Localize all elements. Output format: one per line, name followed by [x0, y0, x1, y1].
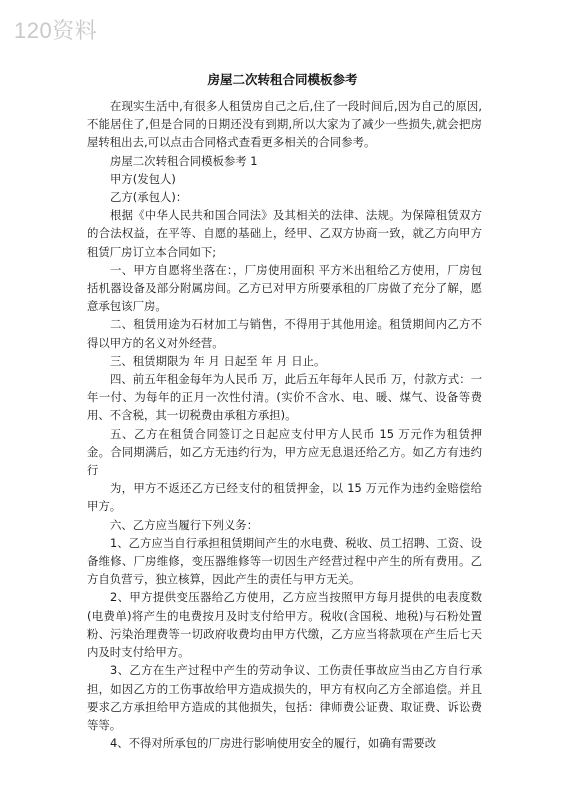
- clause-1: 一、甲方自愿将坐落在：，厂房使用面积 平方米出租给乙方使用，厂房包括机器设备及部分附属房间。乙方已对甲方所要承租的厂房做了充分了解，愿意承包该厂房。: [87, 262, 482, 314]
- document-title: 房屋二次转租合同模板参考: [207, 72, 358, 87]
- obligation-3: 3、乙方在生产过程中产生的劳动争议、工伤责任事故应当由乙方自行承担，如因乙方的工伤事故给甲方造成损失的，甲方有权向乙方全部追偿。并且要求乙方承担给甲方造成的其他损失，包括：律师费公证费、取证费、诉讼费等等。: [87, 663, 482, 732]
- clause-2: 二、租赁用途为石材加工与销售，不得用于其他用途。租赁期间内乙方不得以甲方的名义对外经营。: [87, 317, 482, 350]
- clause-4: 四、前五年租金每年为人民币 万，此后五年每年人民币 万，付款方式：一年一付、为每年的正月一次性付清。(实价不含水、电、暖、煤气、设备等费用、不含税，其一切税费由承租方承担)。: [87, 372, 482, 423]
- document-body: [87, 97, 482, 752]
- party-a: 甲方(发包人): [110, 171, 176, 186]
- legal-basis-paragraph: 根据《中华人民共和国合同法》及其相关的法律、法规。为保障租赁双方的合法权益，在平等、自愿的基础上，经甲、乙双方协商一致，就乙方向甲方租赁厂房订立本合同如下;: [87, 208, 482, 259]
- watermark: 120资料: [14, 18, 98, 43]
- obligation-4: 4、不得对所承包的厂房进行影响使用安全的履行，如确有需要改: [110, 736, 437, 751]
- clause-5: 五、乙方在租赁合同签订之日起应支付甲方人民币 15 万元作为租赁押金。合同期满后，如乙方无违约行为，甲方应无息退还给乙方。如乙方有违约行: [87, 426, 482, 478]
- template-heading: 房屋二次转租合同模板参考 1: [110, 153, 258, 168]
- clause-5-continued: 为，甲方不返还乙方已经支付的租赁押金，以 15 万元作为违约金赔偿给甲方。: [87, 481, 482, 514]
- intro-paragraph: 在现实生活中,有很多人租赁房自己之后,住了一段时间后,因为自己的原因,不能居住了,但是合同的日期还没有到期,所以大家为了减少一些损失,就会把房屋转租出去,可以点击合同格式查看更多相关的合同参考。: [87, 99, 482, 150]
- clause-3: 三、租赁期限为 年 月 日起至 年 月 日止。: [110, 353, 326, 368]
- clause-6: 六、乙方应当履行下列义务：: [110, 517, 259, 532]
- obligation-1: 1、乙方应当自行承担租赁期间产生的水电费、税收、员工招聘、工资、设备维修、厂房维修，变压器维修等一切因生产经营过程中产生的所有费用。乙方自负营亏，独立核算，因此产生的责任与甲方无关。: [87, 535, 482, 587]
- obligation-2: 2、甲方提供变压器给乙方使用，乙方应当按照甲方每月提供的电表度数(电费单)将产生的电费按月及时支付给甲方。税收(含国税、地税)与石粉处置粉、污染治理费等一切政府收费均由甲方代缴，乙方应当将款项在产生后七天内及时支付给甲方。: [87, 590, 482, 660]
- party-b: 乙方(承包人)：: [110, 190, 188, 205]
